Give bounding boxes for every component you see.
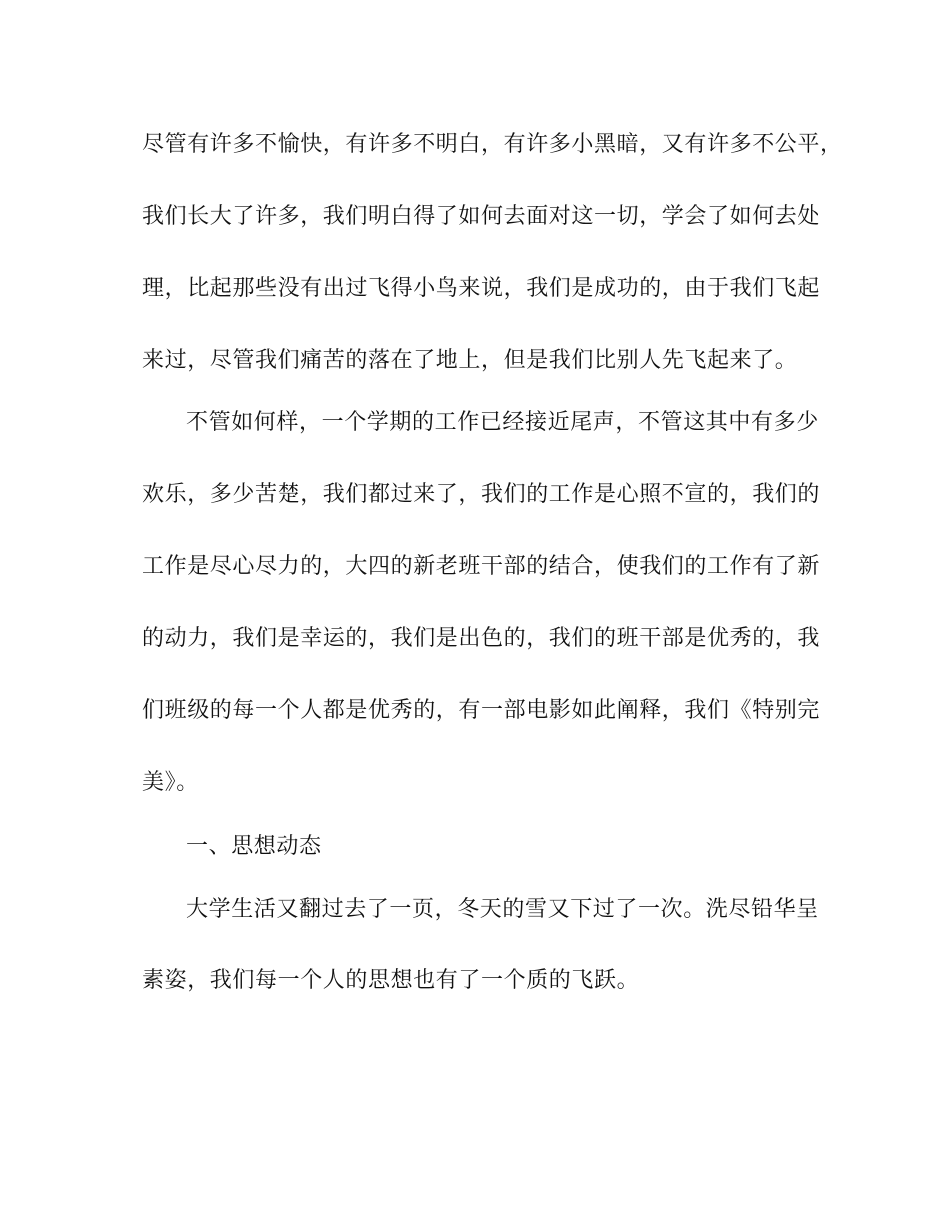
paragraph-line: 我们长大了许多，我们明白得了如何去面对这一切，学会了如何去处 bbox=[142, 204, 821, 229]
paragraph-line: 理，比起那些没有出过飞得小鸟来说，我们是成功的，由于我们飞起 bbox=[142, 276, 821, 301]
paragraph-line: 素姿，我们每一个人的思想也有了一个质的飞跃。 bbox=[142, 968, 640, 993]
paragraph-line: 大学生活又翻过去了一页，冬天的雪又下过了一次。洗尽铅华呈 bbox=[186, 897, 819, 922]
paragraph-line: 来过，尽管我们痛苦的落在了地上，但是我们比别人先飞起来了。 bbox=[142, 348, 798, 373]
paragraph-line: 美》。 bbox=[142, 770, 199, 795]
paragraph-line: 们班级的每一个人都是优秀的，有一部电影如此阐释，我们《特别完 bbox=[142, 698, 821, 723]
paragraph-line: 的动力，我们是幸运的，我们是出色的，我们的班干部是优秀的，我 bbox=[142, 626, 821, 651]
section-heading: 一、思想动态 bbox=[186, 834, 322, 859]
paragraph-line: 尽管有许多不愉快，有许多不明白，有许多小黑暗，又有许多不公平， bbox=[142, 132, 843, 157]
paragraph-line: 不管如何样，一个学期的工作已经接近尾声，不管这其中有多少 bbox=[186, 410, 819, 435]
paragraph-line: 欢乐，多少苦楚，我们都过来了，我们的工作是心照不宣的，我们的 bbox=[142, 482, 821, 507]
paragraph-line: 工作是尽心尽力的，大四的新老班干部的结合，使我们的工作有了新 bbox=[142, 554, 821, 579]
